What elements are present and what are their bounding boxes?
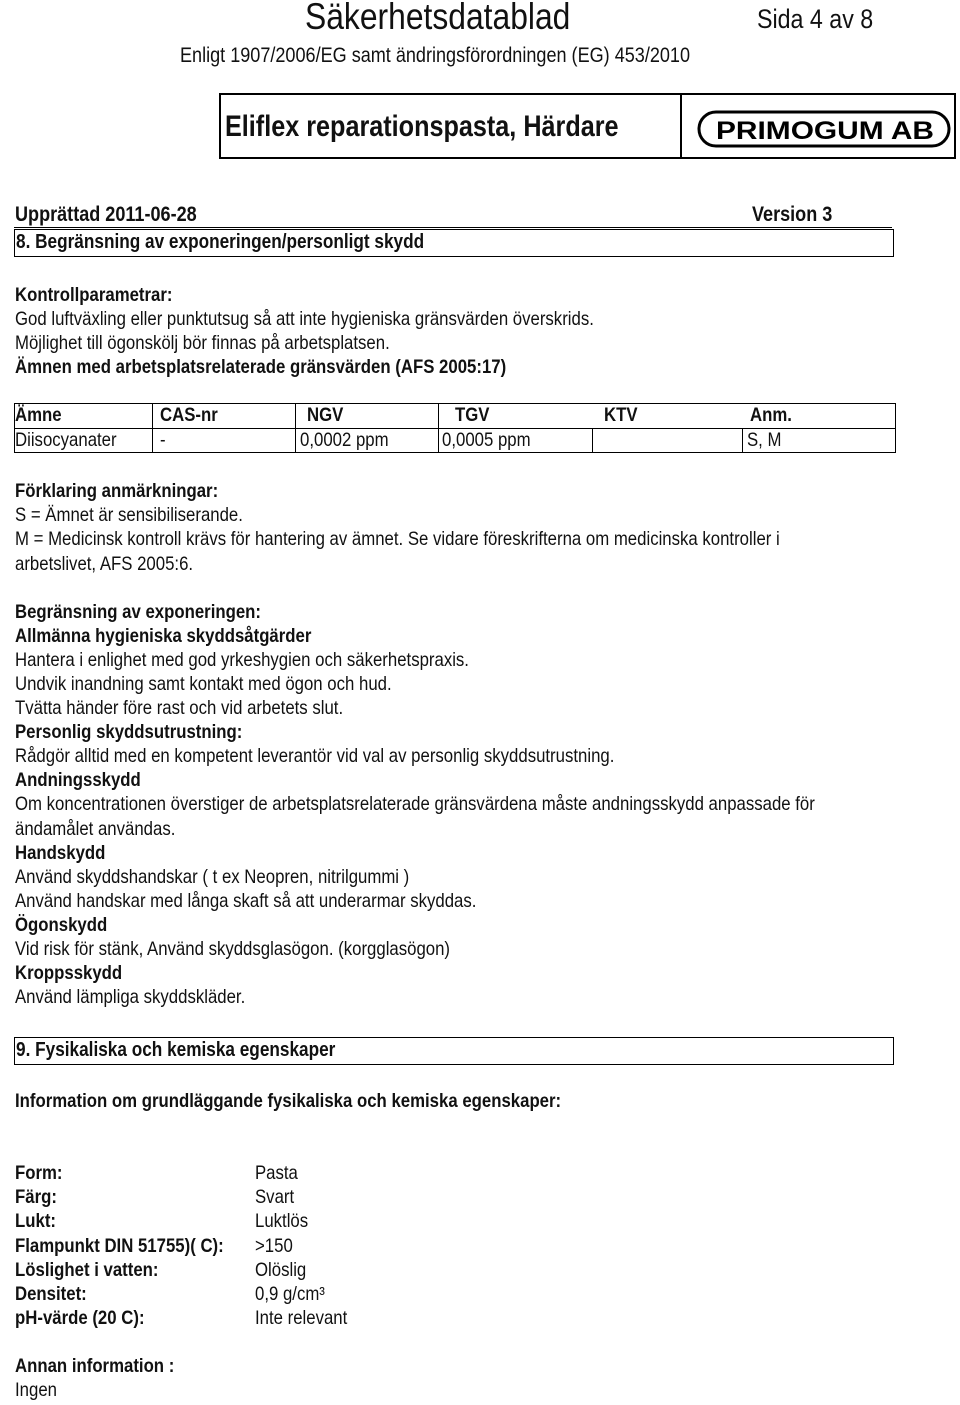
body-protection-heading: Kroppsskydd: [15, 962, 123, 984]
table-column-divider: [295, 403, 296, 453]
version-label: Version 3: [752, 203, 833, 226]
hand-protection-line: Använd skyddshandskar ( t ex Neopren, nitrilgummi ): [15, 866, 410, 888]
table-header-cell: CAS-nr: [160, 404, 218, 426]
product-name: Eliflex reparationspasta, Härdare: [225, 110, 619, 143]
document-title: Säkerhetsdatablad: [305, 0, 571, 37]
hygiene-line: Hantera i enlighet med god yrkeshygien och säkerhetspraxis.: [15, 649, 469, 671]
eye-protection-heading: Ögonskydd: [15, 914, 108, 936]
property-value: 0,9 g/cm³: [255, 1283, 325, 1305]
other-info-heading: Annan information :: [15, 1355, 175, 1377]
table-header-cell: Anm.: [750, 404, 792, 426]
table-column-divider: [152, 403, 153, 453]
table-cell: 0,0002 ppm: [300, 429, 389, 451]
table-cell: Diisocyanater: [15, 429, 117, 451]
hygiene-line: Tvätta händer före rast och vid arbetets slut.: [15, 697, 344, 719]
section-9-title: 9. Fysikaliska och kemiska egenskaper: [16, 1039, 336, 1061]
property-label: Löslighet i vatten:: [15, 1259, 159, 1281]
property-label: Färg:: [15, 1186, 57, 1208]
property-value: >150: [255, 1235, 293, 1257]
body-protection-line: Använd lämpliga skyddskläder.: [15, 986, 246, 1008]
company-logo-text: PRIMOGUM AB: [716, 117, 934, 145]
eye-protection-line: Vid risk för stänk, Använd skyddsglasögon. (korgglasögon): [15, 938, 451, 960]
ppe-heading: Personlig skyddsutrustning:: [15, 721, 243, 743]
table-header-cell: NGV: [307, 404, 344, 426]
control-parameters-heading: Kontrollparametrar:: [15, 284, 173, 306]
table-cell: S, M: [747, 429, 782, 451]
limits-heading: Ämnen med arbetsplatsrelaterade gränsvärden (AFS 2005:17): [15, 356, 507, 378]
table-header-cell: KTV: [604, 404, 638, 426]
table-header-cell: TGV: [455, 404, 490, 426]
property-value: Luktlös: [255, 1210, 309, 1232]
property-value: Pasta: [255, 1162, 298, 1184]
property-label: Densitet:: [15, 1283, 87, 1305]
respiratory-line: Om koncentrationen överstiger de arbetsplatsrelaterade gränsvärdena måste andningsskydd anpassade för: [15, 793, 815, 815]
other-info-value: Ingen: [15, 1379, 57, 1401]
table-column-divider: [742, 428, 743, 453]
hand-protection-line: Använd handskar med långa skaft så att underarmar skyddas.: [15, 890, 477, 912]
respiratory-heading: Andningsskydd: [15, 769, 141, 791]
table-column-divider: [592, 428, 593, 453]
table-column-divider: [438, 403, 439, 453]
property-value: Olöslig: [255, 1259, 307, 1281]
control-line: Möjlighet till ögonskölj bör finnas på arbetsplatsen.: [15, 332, 390, 354]
exposure-heading: Begränsning av exponeringen:: [15, 601, 262, 623]
table-cell: 0,0005 ppm: [442, 429, 531, 451]
table-header-cell: Ämne: [15, 404, 62, 426]
property-label: Lukt:: [15, 1210, 56, 1232]
page-number: Sida 4 av 8: [757, 4, 874, 34]
remark-line: arbetslivet, AFS 2005:6.: [15, 553, 194, 575]
product-box-divider: [680, 93, 682, 159]
control-line: God luftväxling eller punktutsug så att inte hygieniska gränsvärden överskrids.: [15, 308, 594, 330]
properties-info-heading: Information om grundläggande fysikaliska och kemiska egenskaper:: [15, 1090, 562, 1112]
remarks-heading: Förklaring anmärkningar:: [15, 480, 219, 502]
property-label: Flampunkt DIN 51755)( C):: [15, 1235, 224, 1257]
hygiene-heading: Allmänna hygieniska skyddsåtgärder: [15, 625, 312, 647]
property-value: Svart: [255, 1186, 295, 1208]
remark-line: S = Ämnet är sensibiliserande.: [15, 504, 243, 526]
created-date: Upprättad 2011-06-28: [15, 203, 197, 226]
property-value: Inte relevant: [255, 1307, 348, 1329]
table-cell: -: [160, 429, 166, 451]
hand-protection-heading: Handskydd: [15, 842, 106, 864]
property-label: Form:: [15, 1162, 63, 1184]
hygiene-line: Undvik inandning samt kontakt med ögon och hud.: [15, 673, 392, 695]
respiratory-line: ändamålet användas.: [15, 818, 176, 840]
regulation-subtitle: Enligt 1907/2006/EG samt ändringsförordningen (EG) 453/2010: [180, 44, 691, 67]
section-8-title: 8. Begränsning av exponeringen/personligt skydd: [16, 231, 425, 253]
company-logo: [697, 108, 952, 150]
ppe-line: Rådgör alltid med en kompetent leverantör vid val av personlig skyddsutrustning.: [15, 745, 615, 767]
remark-line: M = Medicinsk kontroll krävs för hantering av ämnet. Se vidare föreskrifterna om medicinska kontroller i: [15, 528, 780, 550]
property-label: pH-värde (20 C):: [15, 1307, 145, 1329]
